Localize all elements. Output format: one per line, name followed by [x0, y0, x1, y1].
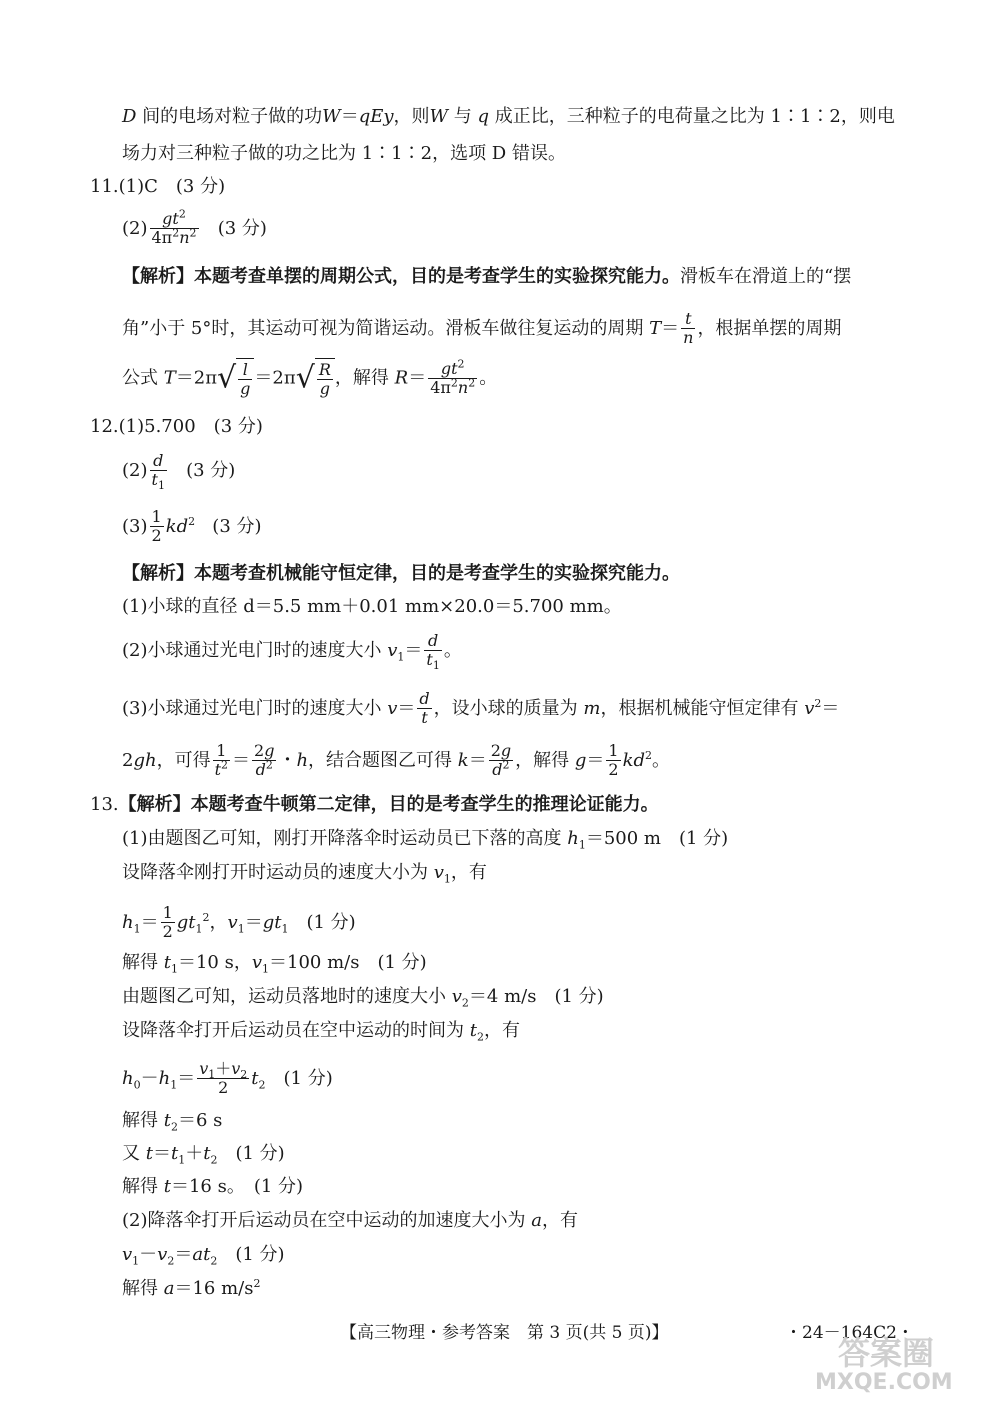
- fraction: $\frac{d}{t_1}$: [426, 631, 440, 673]
- text: ＝16 s。 (1 分): [170, 1176, 304, 1197]
- fraction: $\frac{1}{2}$: [608, 741, 619, 780]
- text: (1)由题图乙可知，刚打开降落伞时运动员已下落的高度: [122, 828, 562, 849]
- solution-line: (1)由题图乙可知，刚打开降落伞时运动员已下落的高度 $h_1=500$ m (1 分): [122, 828, 729, 852]
- text: ，设小球的质量为: [433, 697, 578, 719]
- question-12: [90, 418, 263, 436]
- solution-line: 设降落伞刚打开时运动员的速度大小为 $v_1$，有: [122, 862, 487, 886]
- question-number: 13.: [90, 794, 119, 815]
- answer-part: [122, 207, 267, 248]
- text: (3 分): [186, 459, 236, 481]
- text: ＝500 m (1 分): [585, 828, 729, 849]
- text: 本题考查机械能守恒定律，目的是考查学生的实验探究能力。: [194, 563, 680, 584]
- fraction: $\frac{1}{t^2}$: [214, 741, 229, 780]
- analysis-tag: 【解析】: [118, 794, 191, 815]
- analysis-line: 角”小于 5°时，其运动可视为简谐运动。滑板车做往复运动的周期 T＝ $\frac{t}{n}$ ，根据单摆的周期: [122, 309, 842, 348]
- text: 本题考查单摆的周期公式，目的是考查学生的实验探究能力。: [194, 266, 680, 287]
- solution-line: $h_1=$ $\frac{1}{2}$ $gt_1^2$，$v_1=gt_1$ (1 分): [122, 903, 356, 942]
- text: 滑板车在滑道上的“摆: [680, 266, 852, 287]
- text: 成正比，三种粒子的电荷量之比为 1∶1∶2，则电: [494, 106, 895, 127]
- text: ＝16 m/s: [174, 1278, 254, 1299]
- text: ，解得: [334, 367, 389, 389]
- answer-part: [122, 451, 236, 493]
- text: (3 分): [217, 217, 267, 239]
- text: (3)小球通过光电门时的速度大小: [122, 697, 382, 719]
- text: 本题考查牛顿第二定律，目的是考查学生的推理论证能力。: [190, 794, 659, 815]
- text: ，结合题图乙可得: [308, 749, 453, 771]
- text: (1 分): [283, 1067, 333, 1089]
- fraction: $\frac{2g}{d^2}$: [490, 741, 512, 780]
- fraction: $\frac{d}{t_1}$: [151, 451, 165, 493]
- solution-line: 又 $t=t_1+t_2$ (1 分): [122, 1143, 285, 1167]
- analysis-line: (3)小球通过光电门时的速度大小 v＝ $\frac{d}{t}$ ，设小球的质量为 m，根据机械能守恒定律有 $v^2=$: [122, 689, 840, 728]
- text: ，可得: [156, 749, 211, 771]
- text: ，有: [541, 1210, 578, 1231]
- text: ＝6 s: [177, 1110, 223, 1131]
- solution-line: 解得 a＝16 $m/s^2$: [122, 1277, 261, 1299]
- solution-line: 解得 t＝16 s。 (1 分): [122, 1176, 304, 1197]
- fraction: $\frac{d}{t}$: [419, 689, 430, 728]
- answer-part: (1)C (3 分): [118, 176, 226, 197]
- analysis-tag: 【解析】: [122, 563, 194, 584]
- paragraph-line: D 间的电场对粒子做的功W＝qEy，则W 与 q 成正比，三种粒子的电荷量之比为 1∶1∶2，则电: [122, 106, 895, 127]
- answer-part: (1)5.700 (3 分): [118, 416, 263, 437]
- text: ＝100 m/s (1 分): [269, 952, 427, 973]
- analysis-line: (2)小球通过光电门时的速度大小 $v_1=$ $\frac{d}{t_1}$ 。: [122, 631, 462, 673]
- fraction: $\frac{1}{2}$: [151, 507, 162, 546]
- solution-line: 由题图乙可知，运动员落地时的速度大小 $v_2=4$ m/s (1 分): [122, 986, 604, 1010]
- text: 与: [453, 106, 472, 127]
- text: (2)降落伞打开后运动员在空中运动的加速度大小为: [122, 1210, 526, 1231]
- footer-title: 【高三物理・参考答案 第 3 页(共 5 页)】: [340, 1323, 669, 1343]
- solution-line: 解得 $t_1=10$ s，$v_1=100$ m/s (1 分): [122, 952, 427, 976]
- fraction: $\frac{2g}{d^2}$: [254, 741, 275, 780]
- text: (3 分): [212, 515, 262, 537]
- fraction: $\frac{1}{2}$: [162, 903, 173, 942]
- question-number: 11.: [90, 176, 119, 197]
- text: ＝10 s，: [177, 952, 252, 973]
- text: ，则: [393, 106, 430, 127]
- text: ，根据单摆的周期: [697, 317, 842, 339]
- solution-line: 解得 $t_2=6$ s: [122, 1110, 223, 1134]
- paragraph-line: 场力对三种粒子做的功之比为 1∶1∶2，选项 D 错误。: [122, 143, 566, 164]
- question-11: [90, 178, 225, 196]
- text: ＝4 m/s (1 分): [468, 986, 604, 1007]
- text: 解得: [122, 952, 158, 973]
- text: 由题图乙可知，运动员落地时的速度大小: [122, 986, 446, 1007]
- text: (3): [122, 515, 148, 537]
- watermark-logo: 答案圈: [838, 1334, 935, 1372]
- text: 又: [122, 1143, 140, 1164]
- text: (2)小球通过光电门时的速度大小: [122, 639, 382, 661]
- text: ，解得: [515, 749, 570, 771]
- solution-line: $v_1-v_2=at_2$ (1 分): [122, 1244, 285, 1268]
- fraction: $\frac{t}{n}$: [683, 309, 694, 348]
- sqrt: √ $\frac{l}{g}$: [217, 358, 254, 399]
- analysis-line: [122, 268, 851, 286]
- text: 解得: [122, 1110, 158, 1131]
- fraction: $\frac{gt^2}{4\pi^2n^2}$: [151, 207, 197, 248]
- analysis-line: (1)小球的直径 d＝5.5 mm＋0.01 mm×20.0＝5.700 mm。: [122, 596, 622, 617]
- text: 公式: [122, 367, 158, 389]
- solution-line: (2)降落伞打开后运动员在空中运动的加速度大小为 a，有: [122, 1210, 578, 1231]
- text: 解得: [122, 1176, 158, 1197]
- text: 间的电场对粒子做的功: [142, 106, 323, 127]
- text: (1 分): [306, 911, 356, 933]
- footer-code: ・24－164C2・: [785, 1323, 914, 1343]
- text: 设降落伞刚打开时运动员的速度大小为: [122, 862, 428, 883]
- analysis-line: 2gh，可得 $\frac{1}{t^2}$ ＝ $\frac{2g}{d^2}$ ・h，结合题图乙可得 k＝ $\frac{2g}{d^2}$ ，解得 g＝ $\frac{1}{2}$ $kd^2$。: [122, 741, 671, 780]
- text: 设降落伞打开后运动员在空中运动的时间为: [122, 1020, 464, 1041]
- solution-line: 设降落伞打开后运动员在空中运动的时间为 $t_2$，有: [122, 1020, 520, 1044]
- text: ，根据机械能守恒定律有: [600, 697, 799, 719]
- fraction: $\frac{v_1+v_2}{2}$: [199, 1059, 248, 1098]
- answer-part: (3) $\frac{1}{2}$ $kd^2$ (3 分): [122, 507, 262, 546]
- text: (2): [122, 217, 148, 239]
- question-number: 12.: [90, 416, 119, 437]
- watermark-url: MXQE.COM: [815, 1370, 953, 1395]
- sqrt: √ $\frac{R}{g}$: [296, 358, 335, 399]
- text: (1 分): [235, 1143, 285, 1164]
- text: 角”小于 5°时，其运动可视为简谐运动。滑板车做往复运动的周期: [122, 317, 644, 339]
- solution-line: $h_0-h_1=$ $\frac{v_1+v_2}{2}$ $t_2$ (1 分): [122, 1059, 333, 1098]
- analysis-tag: 【解析】: [122, 266, 194, 287]
- analysis-line: [122, 565, 680, 583]
- analysis-line: 公式 T＝2π√ $\frac{l}{g}$ ＝2π√ $\frac{R}{g}$ ，解得 R＝ $\frac{gt^2}{4\pi^2n^2}$ 。: [122, 357, 498, 399]
- text: (2): [122, 459, 148, 481]
- text: ，有: [483, 1020, 520, 1041]
- fraction: $\frac{gt^2}{4\pi^2n^2}$: [430, 357, 476, 397]
- text: (1 分): [235, 1244, 285, 1265]
- text: 解得: [122, 1278, 158, 1299]
- question-13: [90, 796, 659, 814]
- text: ，有: [450, 862, 487, 883]
